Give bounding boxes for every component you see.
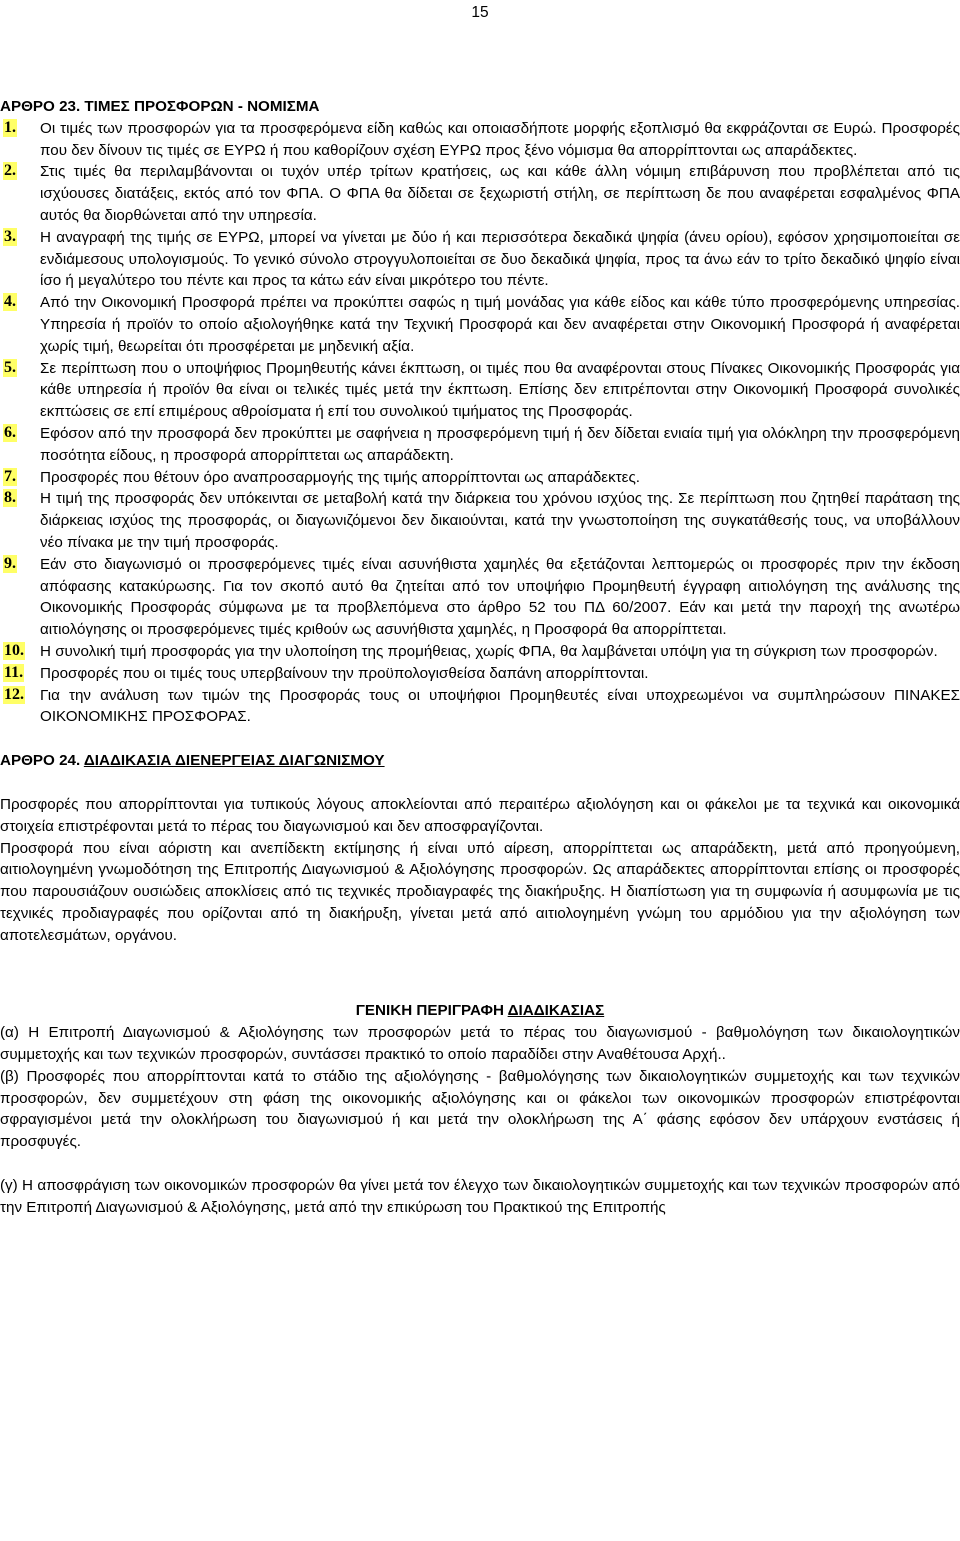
list-item — [0, 423, 960, 467]
article-24-title-underlined: ΔΙΑΔΙΚΑΣΙΑ ΔΙΕΝΕΡΓΕΙΑΣ ΔΙΑΓΩΝΙΣΜΟΥ — [83, 752, 385, 770]
article-24-title — [0, 750, 960, 772]
list-item — [0, 467, 960, 489]
item-number: 5. — [4, 358, 16, 376]
article-24-title-prefix: ΑΡΘΡΟ 24. — [0, 752, 84, 770]
item-text: Για την ανάλυση των τιμών της Προσφοράς τους οι υποψήφιοι Προμηθευτές είναι υποχρεωμένοι να συμπληρώσουν ΠΙΝΑΚΕΣ ΟΙΚΟΝΟΜΙΚΗΣ ΠΡΟΣΦΟΡΑΣ. — [40, 686, 960, 726]
general-title-prefix: ΓΕΝΙΚΗ ΠΕΡΙΓΡΑΦΗ — [355, 1002, 508, 1020]
item-number: 7. — [4, 467, 16, 485]
item-number: 2. — [4, 162, 16, 180]
item-number: 6. — [4, 423, 16, 441]
item-number: 1. — [4, 118, 16, 136]
item-text: Στις τιμές θα περιλαμβάνονται οι τυχόν υπέρ τρίτων κρατήσεις, ως και κάθε άλλη νόμιμη επιβάρυνση που προβλέπεται από τις ισχύουσες διατάξεις, εκτός από τον ΦΠΑ. Ο ΦΠΑ θα δίδεται σε ξεχωριστή στήλη, σε περίπτωση δε που αναφέρεται εσφαλμένος ΦΠΑ αυτός θα διορθώνεται από την υπηρεσία. — [40, 163, 960, 224]
item-number: 11. — [4, 663, 24, 681]
list-item — [0, 227, 960, 292]
general-title-underlined: ΔΙΑΔΙΚΑΣΙΑΣ — [507, 1002, 605, 1020]
article-23-list — [0, 118, 960, 728]
article-23-title: ΑΡΘΡΟ 23. ΤΙΜΕΣ ΠΡΟΣΦΟΡΩΝ - ΝΟΜΙΣΜΑ — [0, 98, 320, 115]
item-text: Προσφορές που θέτουν όρο αναπροσαρμογής της τιμής απορρίπτονται ως απαράδεκτες. — [40, 468, 640, 486]
item-text: Η αναγραφή της τιμής σε ΕΥΡΩ, μπορεί να γίνεται με δύο ή και περισσότερα δεκαδικά ψηφία (άνευ ορίου), εφόσον χρησιμοποιείται σε ενδιάμεσους υπολογισμούς. Το γενικό σύνολο στρογγυλοποιείται σε δυο δεκαδικά ψηφία, προς τα άνω εάν το τρίτο δεκαδικό ψηφίο είναι ίσο ή μεγαλύτερο του πέντε και προς τα κάτω εάν είναι μικρότερο του πέντε. — [40, 228, 960, 290]
item-number: 4. — [4, 293, 16, 311]
list-item — [0, 118, 960, 162]
item-text: Εφόσον από την προσφορά δεν προκύπτει με σαφήνεια η προσφερόμενη τιμή ή δεν δίδεται ενιαία τιμή για ολόκληρη την προσφερόμενη ποσότητα είδους, η προσφορά απορρίπτεται ως απαράδεκτη. — [40, 424, 960, 464]
list-item — [0, 641, 960, 663]
item-text: Η συνολική τιμή προσφοράς για την υλοποίηση της προμήθειας, χωρίς ΦΠΑ, θα λαμβάνεται υπόψη για τη σύγκριση των προσφορών. — [40, 642, 938, 660]
list-item — [0, 161, 960, 226]
general-paragraph-a: (α) Η Επιτροπή Διαγωνισμού & Αξιολόγησης των προσφορών μετά το πέρας του διαγωνισμού - βαθμολόγηση των δικαιολογητικών συμμετοχής και των τεχνικών προσφορών, συντάσσει πρακτικό το οποίο παραδίδει στην Αναθέτουσα Αρχή.. — [0, 1024, 960, 1064]
general-paragraph-c: (γ) Η αποσφράγιση των οικονομικών προσφορών θα γίνει μετά τον έλεγχο των δικαιολογητικών συμμετοχής και των τεχνικών προσφορών από την Επιτροπή Διαγωνισμού & Αξιολόγησης, μετά από την επικύρωση του Πρακτικού της Επιτροπής — [0, 1177, 960, 1216]
list-item — [0, 554, 960, 641]
list-item — [0, 292, 960, 357]
item-text: Προσφορές που οι τιμές τους υπερβαίνουν την προϋπολογισθείσα δαπάνη απορρίπτονται. — [40, 664, 649, 682]
document-body — [0, 96, 960, 1219]
item-number: 3. — [4, 227, 16, 245]
list-item — [0, 358, 960, 423]
item-number: 8. — [4, 489, 16, 507]
item-text: Από την Οικονομική Προσφορά πρέπει να προκύπτει σαφώς η τιμή μονάδας για κάθε είδος και κάθε τύπο προσφερόμενης υπηρεσίας. Υπηρεσία ή προϊόν το οποίο αξιολογήθηκε κατά την Τεχνική Προσφορά και δεν αναφέρεται στην Οικονομική Προσφορά ή αναφέρεται χωρίς τιμή, θεωρείται ότι προσφέρεται με μηδενική αξία. — [40, 294, 960, 355]
page-number: 15 — [471, 4, 489, 21]
general-procedure-title — [0, 1000, 960, 1022]
list-item — [0, 685, 960, 729]
item-text: Οι τιμές των προσφορών για τα προσφερόμενα είδη καθώς και οποιασδήποτε μορφής εξοπλισμό θα εκφράζονται σε Ευρώ. Προσφορές που δεν δίνουν τις τιμές σε ΕΥΡΩ ή που καθορίζουν σχέση ΕΥΡΩ προς ξένο νόμισμα θα απορρίπτονται ως απαράδεκτες. — [40, 119, 960, 159]
item-text: Σε περίπτωση που ο υποψήφιος Προμηθευτής κάνει έκπτωση, οι τιμές που θα αναφέρονται στους Πίνακες Οικονομικής Προσφοράς για κάθε υπηρεσία ή προϊόν θα είναι οι τελικές τιμές μετά την έκπτωση. Επίσης δεν επιτρέπονται στην Οικονομική Προσφορά συνολικές εκπτώσεις σε επί επιμέρους αθροίσματα ή επί του συνολικού τιμήματος της Προσφοράς. — [40, 359, 960, 421]
item-number: 9. — [4, 554, 16, 572]
general-paragraph-b: (β) Προσφορές που απορρίπτονται κατά το στάδιο της αξιολόγησης - βαθμολόγησης των δικαιολογητικών συμμετοχής και των τεχνικών προσφορών, δεν συμμετέχουν στη φάση της οικονομικής αξιολόγησης και οι φάκελοι των οικονομικών προσφορών επιστρέφονται σφραγισμένοι μετά την ολοκλήρωση του διαγωνισμού ή και μετά την ολοκλήρωση της Α΄ φάσης εφόσον δεν υπάρχουν ενστάσεις ή προσφυγές. — [0, 1067, 960, 1151]
item-number: 10. — [4, 641, 24, 659]
item-text: Εάν στο διαγωνισμό οι προσφερόμενες τιμές είναι ασυνήθιστα χαμηλές θα εξετάζονται λεπτομερώς οι προσφορές πριν την έκδοση απόφασης κατακύρωσης. Για τον σκοπό αυτό θα ζητείται από τον υποψήφιο Προμηθευτή έγγραφη αιτιολόγηση της ανάλυσης της Οικονομικής Προσφοράς σύμφωνα με τα προβλεπόμενα στο άρθρο 52 του ΠΔ 60/2007. Εάν και μετά την παροχή της ανωτέρω αιτιολόγησης οι προσφερόμενες τιμές κριθούν ως ασυνήθιστα χαμηλές, η Προσφορά θα απορρίπτεται. — [40, 555, 960, 639]
article-24-paragraph-1: Προσφορές που απορρίπτονται για τυπικούς λόγους αποκλείονται από περαιτέρω αξιολόγηση και οι φάκελοι με τα τεχνικά και οικονομικά στοιχεία επιστρέφονται μετά το πέρας του διαγωνισμού και δεν αποσφραγίζονται. — [0, 795, 960, 835]
article-24-paragraph-2: Προσφορά που είναι αόριστη και ανεπίδεκτη εκτίμησης ή είναι υπό αίρεση, απορρίπτεται ως απαράδεκτη, μετά από προηγούμενη, αιτιολογημένη γνωμοδότηση της Επιτροπής Διαγωνισμού & Αξιολόγησης προσφορών. Ως απαράδεκτες απορρίπτονται επίσης οι προσφορές που παρουσιάζουν ουσιώδεις αποκλίσεις από τις τεχνικές προδιαγραφές της διακήρυξης. Η διαπίστωση για τη συμφωνία ή ασυμφωνία με τις τεχνικές προδιαγραφές που ορίζονται από τη διακήρυξη, γίνεται μετά από αιτιολογημένη γνώμη του αρμόδιου για την αξιολόγηση των αποτελεσμάτων, οργάνου. — [0, 839, 960, 944]
list-item — [0, 488, 960, 553]
list-item — [0, 663, 960, 685]
item-text: Η τιμή της προσφοράς δεν υπόκεινται σε μεταβολή κατά την διάρκεια του χρόνου ισχύος της. Σε περίπτωση που ζητηθεί παράταση της διάρκειας ισχύος της προσφοράς, οι διαγωνιζόμενοι δεν δικαιούνται, κατά την γνωστοποίηση της συγκατάθεσής τους, να υποβάλλουν νέο πίνακα με την τιμή προσφοράς. — [40, 490, 960, 551]
item-number: 12. — [4, 685, 24, 703]
